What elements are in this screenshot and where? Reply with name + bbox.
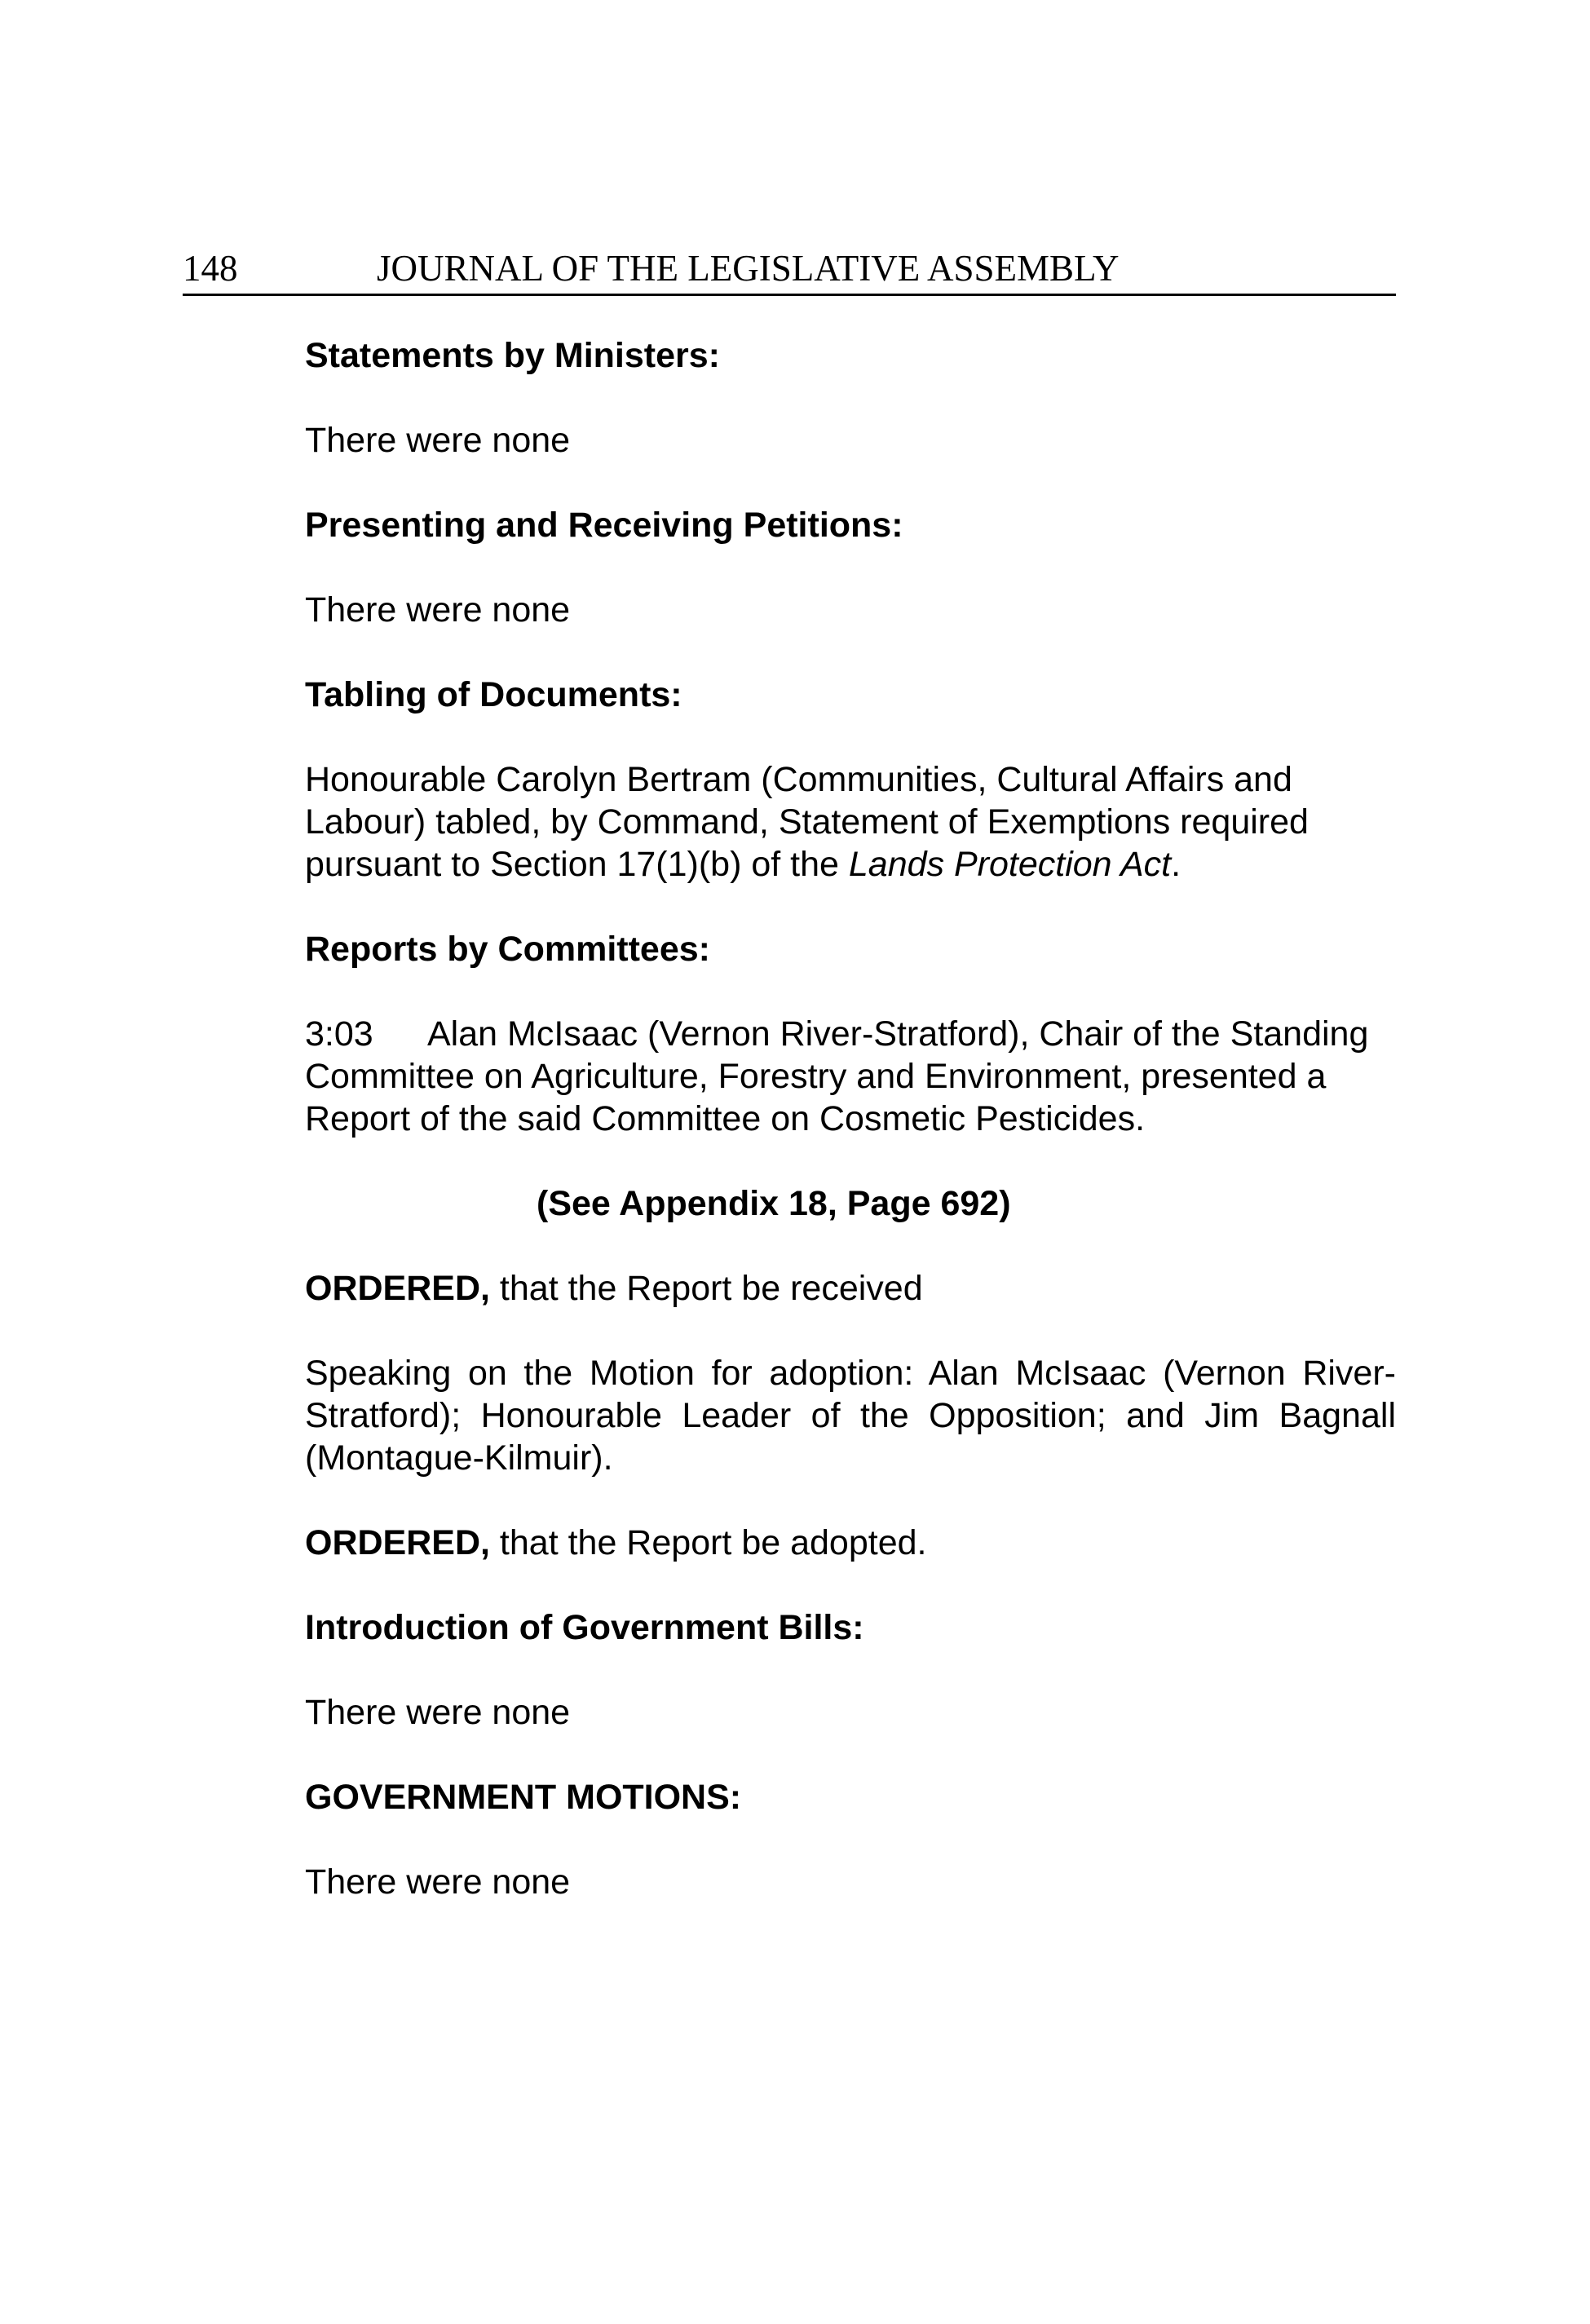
- page-number: 148: [183, 248, 238, 289]
- gov-motions-body: There were none: [305, 1862, 571, 1902]
- ordered-label: ORDERED,: [305, 1269, 490, 1308]
- report-time: 3:03: [305, 1014, 373, 1054]
- act-name: Lands Protection Act: [848, 845, 1172, 884]
- tabling-end: .: [1171, 845, 1181, 884]
- appendix-reference: (See Appendix 18, Page 692): [537, 1184, 1011, 1223]
- heading-petitions: Presenting and Receiving Petitions:: [305, 506, 903, 545]
- ordered-adopted: [305, 1522, 1396, 1564]
- committee-report: [305, 1013, 1396, 1140]
- heading-government-motions: GOVERNMENT MOTIONS:: [305, 1778, 742, 1817]
- tabling-text: Honourable Carolyn Bertram (Communities, Cultural Affairs and Labour) tabled, by Command, Statement of Exemptions required pursuant to Section 17(1)(b) of the: [305, 760, 1309, 884]
- gov-bills-body: There were none: [305, 1693, 571, 1732]
- speaking-on-motion: Speaking on the Motion for adoption: Alan McIsaac (Vernon River-Stratford); Honourable Leader of the Opposition; and Jim Bagnall (Montague-Kilmuir).: [305, 1354, 1396, 1478]
- ordered-text: that the Report be received: [489, 1269, 923, 1308]
- heading-reports-by-committees: Reports by Committees:: [305, 930, 710, 969]
- tabling-body: [305, 758, 1396, 886]
- report-text: Alan McIsaac (Vernon River-Stratford), Chair of the Standing Committee on Agriculture, Forestry and Environment, presented a Report of the said Committee on Cosmetic Pesticides.: [305, 1014, 1369, 1138]
- page-header: [183, 243, 1396, 296]
- running-title: JOURNAL OF THE LEGISLATIVE ASSEMBLY: [377, 248, 1120, 289]
- heading-tabling-of-documents: Tabling of Documents:: [305, 675, 682, 714]
- ordered-label: ORDERED,: [305, 1523, 490, 1562]
- ordered-received: [305, 1267, 1396, 1310]
- heading-government-bills: Introduction of Government Bills:: [305, 1608, 864, 1647]
- journal-content: [305, 334, 1396, 1946]
- ordered-text: that the Report be adopted.: [489, 1523, 927, 1562]
- statements-body: There were none: [305, 421, 571, 460]
- petitions-body: There were none: [305, 590, 571, 630]
- heading-statements-by-ministers: Statements by Ministers:: [305, 336, 720, 375]
